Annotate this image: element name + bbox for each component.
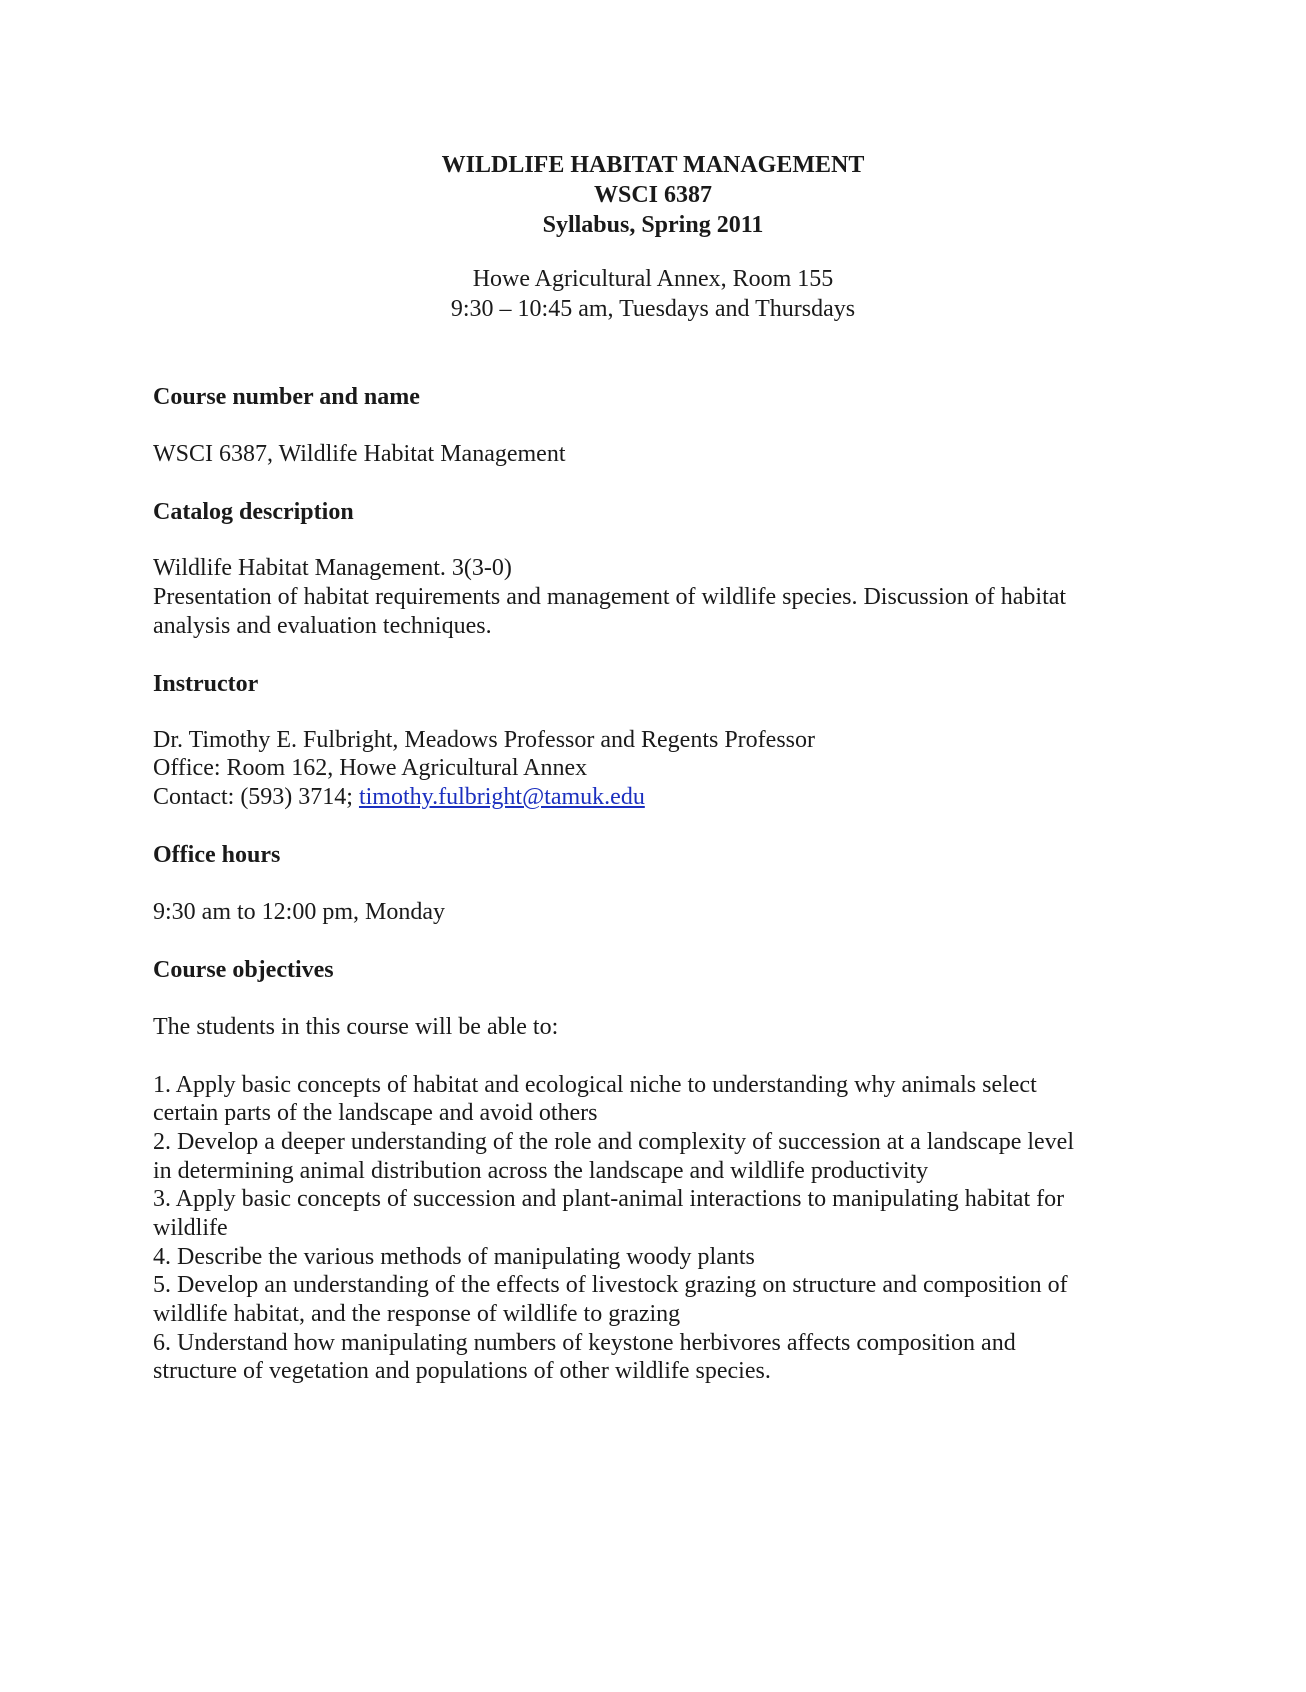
instructor-name: Dr. Timothy E. Fulbright, Meadows Professor and Regents Professor [153,727,815,753]
instructor-email-link[interactable]: timothy.fulbright@tamuk.edu [358,784,645,810]
catalog-line-1: Wildlife Habitat Management. 3(3-0) [153,555,512,581]
section-heading-course-number: Course number and name [153,384,420,410]
objective-line: structure of vegetation and populations of other wildlife species. [153,1358,771,1384]
objective-line: 1. Apply basic concepts of habitat and ecological niche to understanding why animals select [153,1072,1037,1098]
objective-line: 4. Describe the various methods of manipulating woody plants [153,1244,755,1270]
objective-line: 2. Develop a deeper understanding of the role and complexity of succession at a landscape level [153,1129,1074,1155]
course-number-text: WSCI 6387, Wildlife Habitat Management [153,441,566,467]
objective-line: 6. Understand how manipulating numbers of keystone herbivores affects composition and [153,1330,1016,1356]
document-header [0,150,1306,240]
section-heading-office-hours: Office hours [153,842,281,868]
section-heading-objectives: Course objectives [153,957,334,983]
office-hours-text: 9:30 am to 12:00 pm, Monday [153,899,445,925]
class-schedule: 9:30 – 10:45 am, Tuesdays and Thursdays [450,296,856,322]
document-title: WILDLIFE HABITAT MANAGEMENT [441,152,865,178]
objective-line: wildlife [153,1215,228,1241]
section-heading-instructor: Instructor [153,671,259,697]
course-code: WSCI 6387 [593,182,713,208]
contact-phone: Contact: (593) 3714; [153,784,359,810]
instructor-contact [153,782,1153,812]
objective-line: in determining animal distribution across the landscape and wildlife productivity [153,1158,929,1184]
objective-line: 5. Develop an understanding of the effects of livestock grazing on structure and composition of [153,1272,1068,1298]
catalog-line-2: Presentation of habitat requirements and management of wildlife species. Discussion of habitat [153,584,1067,610]
class-location-block [0,264,1306,324]
instructor-office: Office: Room 162, Howe Agricultural Annex [153,755,588,781]
objective-line: wildlife habitat, and the response of wildlife to grazing [153,1301,681,1327]
objective-line: 3. Apply basic concepts of succession and plant-animal interactions to manipulating habitat for [153,1186,1065,1212]
section-heading-catalog: Catalog description [153,499,354,525]
class-location: Howe Agricultural Annex, Room 155 [472,266,834,292]
objective-line: certain parts of the landscape and avoid others [153,1100,598,1126]
objectives-intro: The students in this course will be able to: [153,1014,559,1040]
catalog-line-3: analysis and evaluation techniques. [153,613,492,639]
document-subtitle: Syllabus, Spring 2011 [542,212,764,238]
